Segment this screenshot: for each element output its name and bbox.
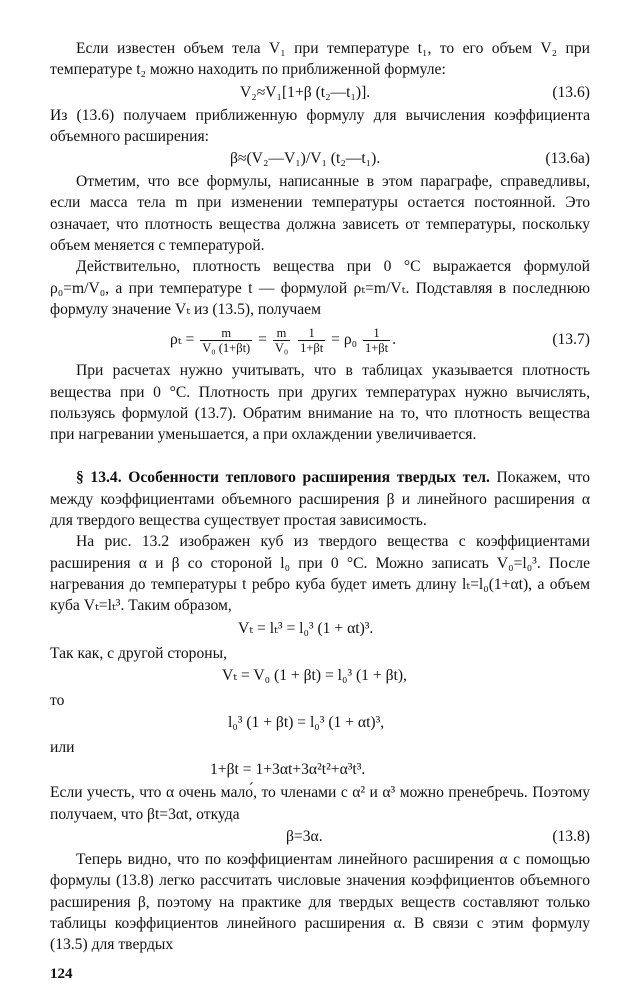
eq-lhs: ρₜ = [170,331,195,349]
equation-number: (13.6) [552,83,590,101]
paragraph-density: Действительно, плотность вещества при 0 °C выражается формулой ρ₀=m/V₀, а при температуре t — формулой ρₜ=m/Vₜ. Подставляя в последнюю формулу значение Vₜ из (13.5), получаем [50,258,590,318]
paragraph-other: Так как, с другой стороны, [50,644,227,662]
equation-number: (13.8) [552,828,590,846]
paragraph-intro: Если известен объем тела V₁ при температуре t₁, то его объем V₂ при температуре t₂ можно находить по приближенной формуле: [50,40,590,79]
section-paragraph [50,467,590,531]
fraction-denominator: 1+βt [364,341,389,356]
eq-tail: . [392,331,397,349]
equation-to [50,711,590,735]
equation-13-6a [50,147,590,171]
section-gap [50,445,590,467]
paragraph-calc: При расчетах нужно учитывать, что в таблицах указывается плотность вещества при 0 °C. Плотность при других температурах нужно вычислять, пользуясь формулой (13.7). Обратим внимание на то, что плотность вещества при нагревании уменьшается, а при охлаждении увеличивается. [50,362,590,444]
fraction-denominator: V₀ (1+βt) [202,341,251,356]
equation-other [50,664,590,688]
equation-number: (13.7) [552,331,590,349]
eq-sign: = [258,331,267,349]
fraction [200,326,252,355]
word-or: или [50,739,75,757]
equation-13-6 [50,81,590,105]
fraction-numerator: m [200,326,252,341]
fraction-numerator: m [273,326,290,341]
page-number: 124 [50,966,73,982]
equation-formula: β≈(V₂—V₁)/V₁ (t₂—t₁). [230,150,381,168]
paragraph-note: Отметим, что все формулы, написанные в этом параграфе, справедливы, если масса тела m при изменении температуры остается постоянной. Это означает, что плотность вещества должна зависеть от температуры, поскольку объем меняется с температурой. [50,173,590,255]
equation-formula: β=3α. [286,828,323,846]
fraction [363,326,390,355]
equation-formula: Vₜ = lₜ³ = l₀³ (1 + αt)³. [238,619,374,637]
equation-formula: V₂≈V₁[1+β (t₂—t₁)]. [240,83,371,101]
section-body: Покажем, что между коэффициентами объемного расширения β и линейного расширения α для твердого вещества существует простая зависимость. [50,469,590,530]
equation-or [50,758,590,782]
paragraph-small: Если учесть, что α очень мало́, то членами с α² и α³ можно пренебречь. Поэтому получаем, что βt=3αt, откуда [50,784,590,823]
paragraph-cube: На рис. 13.2 изображен куб из твердого вещества с коэффициентами расширения α и β со стороной l₀ при 0 °C. Можно записать V₀=l₀³. После нагревания до температуры t ребро куба будет иметь длину lₜ=l₀(1+αt), а объем куба Vₜ=lₜ³. Таким образом, [50,533,590,615]
equation-formula: l₀³ (1 + βt) = l₀³ (1 + αt)³, [228,714,385,732]
page-body [50,38,590,956]
equation-number: (13.6а) [545,150,590,168]
section-title: § 13.4. Особенности теплового расширения твердых тел. [76,469,490,487]
paragraph-final: Теперь видно, что по коэффициентам линейного расширения α с помощью формулы (13.8) легко рассчитать числовые значения коэффициентов объемного расширения β, поэтому на практике для твердых веществ составляют только таблицы коэффициентов линейного расширения α. В связи с этим формулу (13.5) для твердых [50,851,590,954]
equation-formula: 1+βt = 1+3αt+3α²t²+α³t³. [210,761,366,779]
equation-formula: Vₜ = V₀ (1 + βt) = l₀³ (1 + βt), [222,666,407,684]
equation-formula [170,320,396,360]
fraction [298,326,325,355]
fraction [273,326,290,355]
fraction-denominator: 1+βt [300,341,324,356]
equation-13-7 [50,320,590,360]
equation-cube [50,617,590,641]
paragraph-from: Из (13.6) получаем приближенную формулу для вычисления коэффициента объемного расширения: [50,106,590,145]
fraction-denominator: V₀ [274,341,289,356]
fraction-numerator: 1 [298,326,325,341]
eq-sign: = ρ₀ [331,331,358,349]
word-to: то [50,691,65,709]
fraction-numerator: 1 [363,326,390,341]
equation-13-8 [50,825,590,849]
